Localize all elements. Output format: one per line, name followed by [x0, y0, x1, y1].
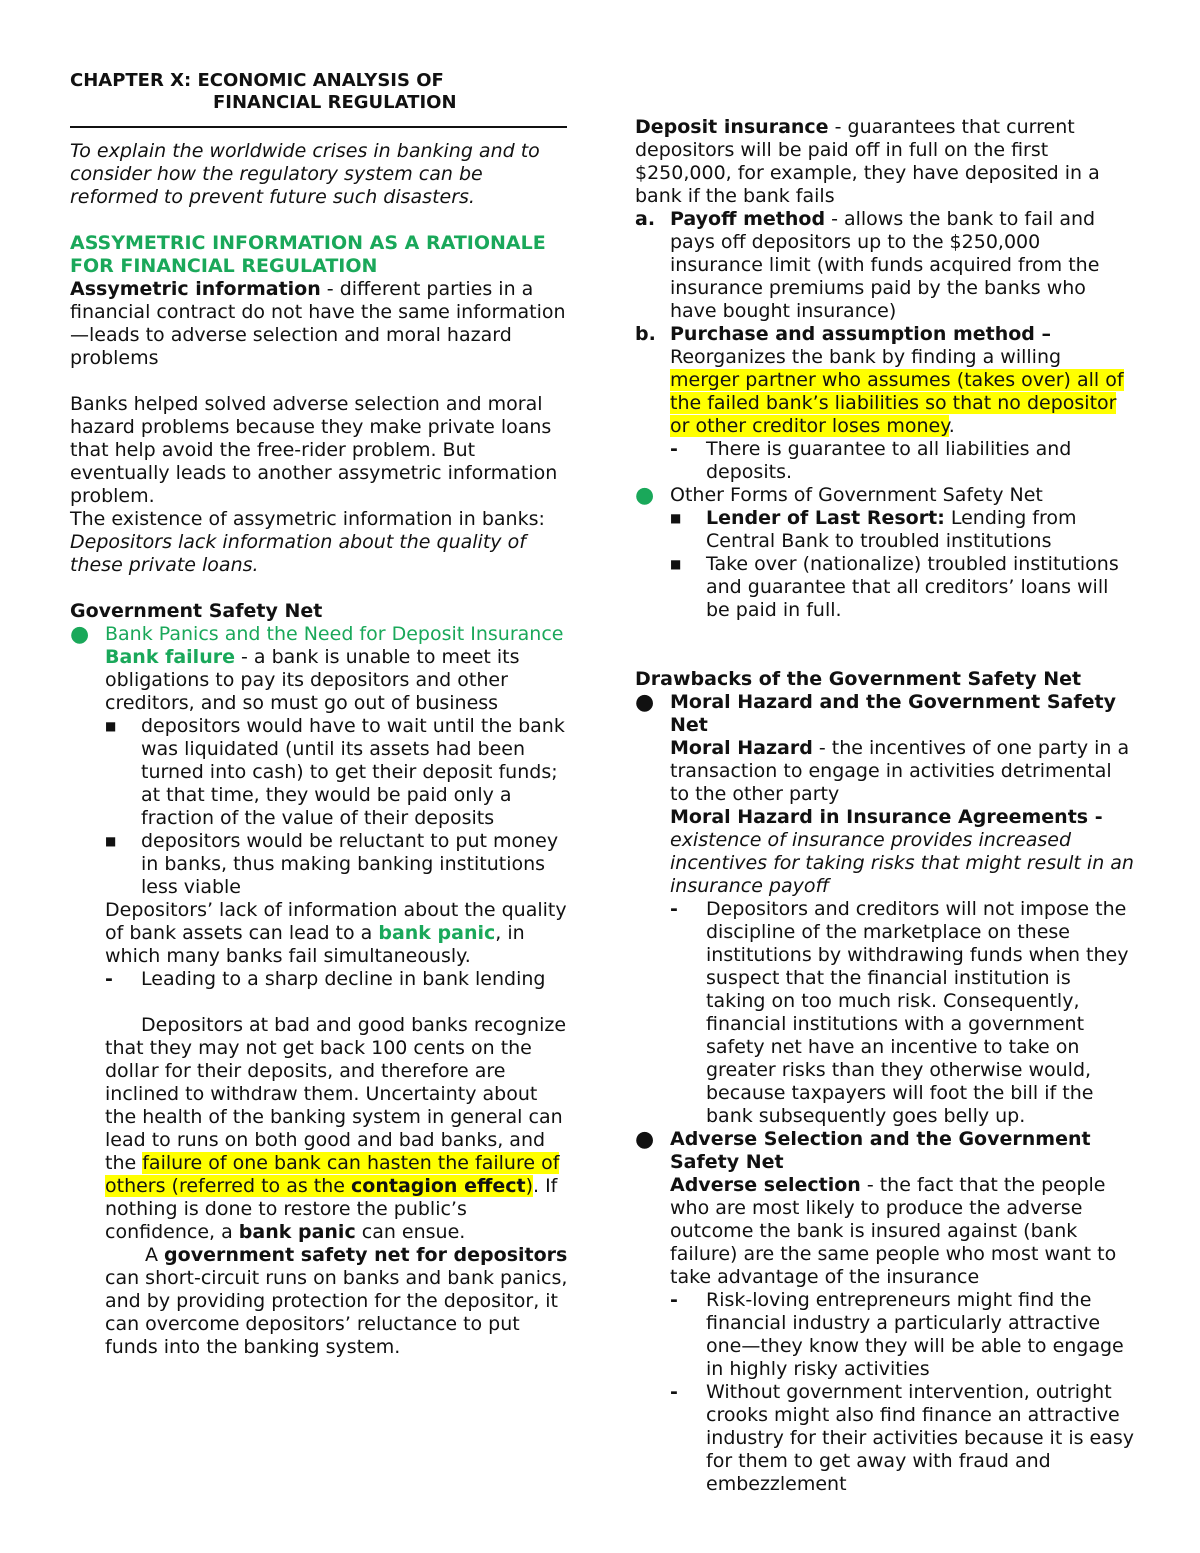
- chapter-title: [70, 70, 570, 114]
- contagion-text-a: Depositors at bad and good banks recognize that they may not get back 100 cents on the dollar for their deposits, and therefore are inclined to withdraw them. Uncertainty about the health of the banking system in general can lead to runs on both good and bad banks, and the: [105, 1014, 567, 1174]
- list-item: [635, 484, 1135, 622]
- lack-text-b: , in which many banks fail simultaneously.: [105, 922, 525, 967]
- list-item: [635, 323, 1135, 484]
- intro-text: To explain the worldwide crises in banking and to consider how the regulatory system can be reformed to prevent future such disasters.: [70, 140, 540, 208]
- list-item: [635, 208, 1135, 323]
- safety-net-paragraph: [105, 1244, 570, 1359]
- bank-panic-term: bank panic: [378, 922, 496, 944]
- moral-hazard-definition: [670, 737, 1135, 806]
- section-heading-asymmetric: ASSYMETRIC INFORMATION AS A RATIONALE FOR FINANCIAL REGULATION: [70, 232, 546, 277]
- purchase-method-def: Reorganizes the bank by finding a willing: [670, 346, 1062, 368]
- contagion-hl-text: failure of one bank can hasten the failure of others (referred to as the: [105, 1152, 560, 1197]
- payoff-method-term: Payoff method: [670, 208, 826, 230]
- contagion-highlight: [105, 1152, 559, 1197]
- dash-item-lending: Leading to a sharp decline in bank lending: [141, 968, 546, 990]
- square-bullet-icon: ■: [670, 511, 682, 525]
- list-item: [635, 1128, 1135, 1496]
- dash-bullet-icon: -: [670, 1381, 678, 1403]
- gsn-heading: Government Safety Net: [70, 600, 323, 622]
- list-item: [105, 715, 570, 830]
- contagion-text-b: . If nothing is done to restore the public’s confidence, a: [105, 1175, 558, 1243]
- banks-paragraph-a: Banks helped solved adverse selection and moral hazard problems because they make private loans: [70, 393, 552, 438]
- purchase-method-item: [670, 323, 1135, 438]
- contagion-term: contagion effect: [351, 1175, 526, 1197]
- dash-bullet-icon: -: [105, 968, 113, 990]
- mhia-definition: [670, 806, 1135, 898]
- takeover-item: Take over (nationalize) troubled institutions and guarantee that all creditors’ loans will be paid in full.: [706, 553, 1119, 621]
- left-column: [70, 70, 570, 1359]
- list-item: [105, 830, 570, 899]
- other-forms-heading: Other Forms of Government Safety Net: [670, 484, 1043, 506]
- safety-text-a: A: [145, 1244, 165, 1266]
- adverse-selection-def: - the fact that the people who are most likely to produce the adverse outcome the bank is insured against (bank failure) are the same people who most want to take advantage of the insurance: [670, 1174, 1117, 1288]
- list-marker-a: a.: [635, 208, 656, 230]
- moral-hazard-term: Moral Hazard: [670, 737, 813, 759]
- list-item: [105, 968, 570, 991]
- dash-bullet-icon: -: [670, 1289, 678, 1311]
- bank-failure-def: - a bank is unable to meet its obligations to pay its depositors and other creditors, and so must go out of business: [105, 646, 520, 714]
- purchase-method-highlight: merger partner who assumes (takes over) all of the failed bank’s liabilities so that no depositor or other creditor loses money: [670, 369, 1124, 437]
- bullet-icon: ●: [635, 1127, 655, 1152]
- lender-last-resort-term: Lender of Last Resort:: [706, 507, 945, 529]
- drawbacks-heading: Drawbacks of the Government Safety Net: [635, 668, 1082, 690]
- contagion-hl-close: ): [525, 1175, 533, 1197]
- list-marker-b: b.: [635, 323, 656, 345]
- safety-net-term: government safety net for depositors: [164, 1244, 568, 1266]
- mhia-term: Moral Hazard in Insurance Agreements: [670, 806, 1089, 828]
- adverse-selection-heading: Adverse Selection and the Government Safety Net: [670, 1128, 1091, 1173]
- list-item: [635, 691, 1135, 1128]
- adverse-selection-definition: [670, 1174, 1135, 1289]
- square-item-2: depositors would be reluctant to put money in banks, thus making banking institutions less viable: [141, 830, 559, 898]
- banks-paragraph-b: that help avoid the free-rider problem. But eventually leads to another assymetric information problem.: [70, 439, 558, 507]
- bank-failure-term: Bank failure: [105, 646, 235, 668]
- list-item: [670, 507, 1135, 553]
- bullet-icon: ●: [635, 483, 655, 508]
- bullet-icon: ●: [635, 690, 655, 715]
- deposit-insurance-term: Deposit insurance: [635, 116, 829, 138]
- guarantee-item: There is guarantee to all liabilities and deposits.: [706, 438, 1072, 483]
- purchase-method-dash: –: [1034, 323, 1052, 345]
- title-rule: [70, 126, 567, 128]
- right-column-content: [635, 116, 1135, 1496]
- asymmetric-def: - different parties in a financial contract do not have the same information—leads to adverse selection and moral hazard problems: [70, 278, 566, 369]
- purchase-method-term: Purchase and assumption method: [670, 323, 1035, 345]
- list-item: [670, 1381, 1135, 1496]
- square-bullet-icon: ■: [105, 719, 117, 733]
- bullet-icon: ●: [70, 622, 90, 647]
- asymmetric-definition: [70, 278, 570, 370]
- square-item-1: depositors would have to wait until the bank was liquidated (until its assets had been turned into cash) to get their deposit funds; at that time, they would be paid only a fraction of the value of their deposits: [141, 715, 565, 829]
- moral-hazard-dash-item: Depositors and creditors will not impose the discipline of the marketplace on these institutions by withdrawing funds when they suspect that the financial institution is taking on too much risk. Consequently, financial institutions with a government safety net have an incentive to take on greater risks than they otherwise would, because taxpayers will foot the bill if the bank subsequently goes belly up.: [706, 898, 1129, 1127]
- safety-text-b: can short-circuit runs on banks and bank panics, and by providing protection for the depositor, it can overcome depositors’ reluctance to put funds into the banking system.: [105, 1267, 568, 1358]
- square-bullet-icon: ■: [105, 834, 117, 848]
- payoff-method-item: [670, 208, 1135, 323]
- banks-paragraph-c: The existence of assymetric information in banks:: [70, 508, 545, 530]
- lack-information-paragraph: [105, 899, 570, 968]
- payoff-method-def: - allows the bank to fail and pays off depositors up to the $250,000 insurance limit (with funds acquired from the insurance premiums paid by the banks who have bought insurance): [670, 208, 1100, 322]
- lack-text-a: Depositors’ lack of information about the quality of bank assets can lead to a: [105, 899, 567, 944]
- lender-last-resort-item: [706, 507, 1135, 553]
- deposit-insurance-definition: [635, 116, 1135, 208]
- dash-bullet-icon: -: [670, 898, 678, 920]
- square-bullet-icon: ■: [670, 557, 682, 571]
- contagion-paragraph: [105, 1014, 570, 1244]
- banks-paragraph-d: Depositors lack information about the quality of these private loans.: [70, 531, 526, 576]
- list-item: [670, 438, 1135, 484]
- purchase-method-end: .: [948, 415, 955, 437]
- adverse-selection-term: Adverse selection: [670, 1174, 861, 1196]
- list-item: [670, 1289, 1135, 1381]
- chapter-title-line2: FINANCIAL REGULATION: [213, 92, 457, 113]
- adverse-dash-item-2: Without government intervention, outright crooks might also find finance an attractive industry for their activities because it is easy for them to get away with fraud and embezzlement: [706, 1381, 1135, 1495]
- list-item: [70, 623, 570, 1359]
- chapter-title-line1: CHAPTER X: ECONOMIC ANALYSIS OF: [70, 70, 444, 91]
- bank-panics-bullet: Bank Panics and the Need for Deposit Insurance: [105, 623, 564, 645]
- mhia-def: existence of insurance provides increased incentives for taking risks that might result in an insurance payoff: [670, 829, 1134, 897]
- dash-bullet-icon: -: [670, 438, 678, 460]
- bank-failure-definition: [105, 646, 570, 715]
- lender-last-resort-def: Lending from Central Bank to troubled institutions: [706, 507, 1077, 552]
- asymmetric-term: Assymetric information: [70, 278, 321, 300]
- moral-hazard-def: - the incentives of one party in a transaction to engage in activities detrimental to the other party: [670, 737, 1130, 805]
- adverse-dash-item-1: Risk-loving entrepreneurs might find the financial industry a particularly attractive one—they know they will be able to engage in highly risky activities: [706, 1289, 1124, 1380]
- list-item: [670, 898, 1135, 1128]
- mhia-dash: -: [1088, 806, 1103, 828]
- list-item: [670, 553, 1135, 622]
- bank-panic-term-2: bank panic: [238, 1221, 356, 1243]
- deposit-insurance-def: - guarantees that current depositors will be paid off in full on the first $250,000, for example, they have deposited in a bank if the bank fails: [635, 116, 1100, 207]
- moral-hazard-heading: Moral Hazard and the Government Safety Net: [670, 691, 1116, 736]
- contagion-text-c: can ensue.: [355, 1221, 466, 1243]
